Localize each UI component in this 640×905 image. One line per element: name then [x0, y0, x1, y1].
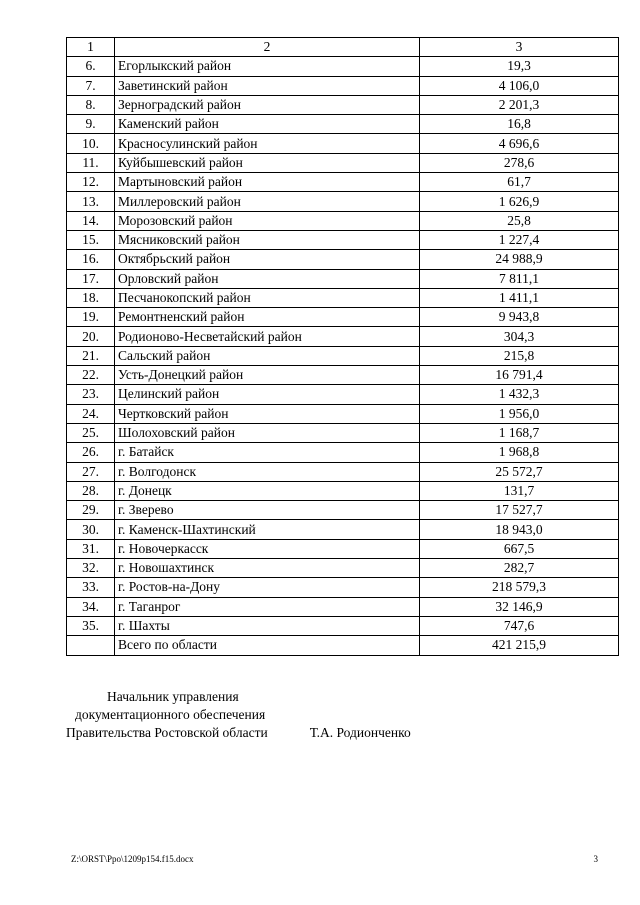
row-number: 29. — [67, 501, 115, 520]
table-row — [67, 173, 619, 192]
row-district: Родионово-Несветайский район — [115, 327, 420, 346]
row-value: 1 411,1 — [420, 288, 619, 307]
signature-position-line2: документационного обеспечения — [75, 707, 266, 722]
row-district: г. Таганрог — [115, 597, 420, 616]
row-number: 22. — [67, 366, 115, 385]
table-row — [67, 443, 619, 462]
table-row — [67, 423, 619, 442]
row-district: г. Зверево — [115, 501, 420, 520]
row-value: 1 626,9 — [420, 192, 619, 211]
row-district: Куйбышевский район — [115, 153, 420, 172]
table-row — [67, 346, 619, 365]
table-row — [67, 250, 619, 269]
row-district: Егорлыкский район — [115, 57, 420, 76]
header-col-3: 3 — [420, 38, 619, 57]
row-value: 25 572,7 — [420, 462, 619, 481]
table-row — [67, 501, 619, 520]
row-number: 31. — [67, 539, 115, 558]
table-row — [67, 211, 619, 230]
row-value: 18 943,0 — [420, 520, 619, 539]
total-row — [67, 636, 619, 655]
table-row — [67, 230, 619, 249]
total-empty-cell — [67, 636, 115, 655]
row-number: 17. — [67, 269, 115, 288]
signature-position-line3-row — [66, 724, 411, 742]
row-number: 10. — [67, 134, 115, 153]
table-row — [67, 385, 619, 404]
table-row — [67, 115, 619, 134]
table-row — [67, 192, 619, 211]
row-district: г. Донецк — [115, 481, 420, 500]
row-district: Мартыновский район — [115, 173, 420, 192]
row-value: 667,5 — [420, 539, 619, 558]
row-number: 20. — [67, 327, 115, 346]
row-number: 25. — [67, 423, 115, 442]
header-col-2: 2 — [115, 38, 420, 57]
table-row — [67, 616, 619, 635]
row-number: 15. — [67, 230, 115, 249]
table-row — [67, 520, 619, 539]
table-row — [67, 76, 619, 95]
row-number: 24. — [67, 404, 115, 423]
row-value: 1 227,4 — [420, 230, 619, 249]
row-value: 1 432,3 — [420, 385, 619, 404]
row-value: 278,6 — [420, 153, 619, 172]
table-row — [67, 462, 619, 481]
row-district: Миллеровский район — [115, 192, 420, 211]
row-number: 23. — [67, 385, 115, 404]
row-value: 215,8 — [420, 346, 619, 365]
row-number: 30. — [67, 520, 115, 539]
signature-block — [66, 688, 411, 742]
row-number: 11. — [67, 153, 115, 172]
row-district: Красносулинский район — [115, 134, 420, 153]
row-number: 16. — [67, 250, 115, 269]
row-district: Морозовский район — [115, 211, 420, 230]
signatory-name: Т.А. Родионченко — [309, 725, 411, 740]
row-district: Орловский район — [115, 269, 420, 288]
row-number: 6. — [67, 57, 115, 76]
row-district: Заветинский район — [115, 76, 420, 95]
row-district: г. Новошахтинск — [115, 559, 420, 578]
table-row — [67, 134, 619, 153]
table-header-row — [67, 38, 619, 57]
row-value: 1 956,0 — [420, 404, 619, 423]
row-value: 16,8 — [420, 115, 619, 134]
row-number: 26. — [67, 443, 115, 462]
row-value: 24 988,9 — [420, 250, 619, 269]
row-number: 13. — [67, 192, 115, 211]
table-row — [67, 404, 619, 423]
row-district: г. Волгодонск — [115, 462, 420, 481]
table-row — [67, 269, 619, 288]
row-value: 1 968,8 — [420, 443, 619, 462]
row-district: г. Батайск — [115, 443, 420, 462]
row-number: 33. — [67, 578, 115, 597]
row-value: 32 146,9 — [420, 597, 619, 616]
total-value: 421 215,9 — [420, 636, 619, 655]
table-row — [67, 366, 619, 385]
row-value: 61,7 — [420, 173, 619, 192]
row-value: 282,7 — [420, 559, 619, 578]
table-row — [67, 578, 619, 597]
row-value: 747,6 — [420, 616, 619, 635]
row-number: 28. — [67, 481, 115, 500]
row-district: Целинский район — [115, 385, 420, 404]
total-label: Всего по области — [115, 636, 420, 655]
row-value: 7 811,1 — [420, 269, 619, 288]
table-row — [67, 57, 619, 76]
row-number: 7. — [67, 76, 115, 95]
row-number: 34. — [67, 597, 115, 616]
row-district: г. Ростов-на-Дону — [115, 578, 420, 597]
row-number: 9. — [67, 115, 115, 134]
row-district: Песчанокопский район — [115, 288, 420, 307]
row-number: 8. — [67, 95, 115, 114]
table-row — [67, 153, 619, 172]
row-value: 1 168,7 — [420, 423, 619, 442]
row-district: Усть-Донецкий район — [115, 366, 420, 385]
row-district: г. Каменск-Шахтинский — [115, 520, 420, 539]
row-value: 2 201,3 — [420, 95, 619, 114]
row-number: 18. — [67, 288, 115, 307]
row-value: 131,7 — [420, 481, 619, 500]
row-district: Шолоховский район — [115, 423, 420, 442]
row-district: Октябрьский район — [115, 250, 420, 269]
table-row — [67, 559, 619, 578]
table-row — [67, 327, 619, 346]
table-row — [67, 597, 619, 616]
signature-position-line3: Правительства Ростовской области — [66, 725, 268, 740]
row-district: Сальский район — [115, 346, 420, 365]
row-district: Чертковский район — [115, 404, 420, 423]
row-value: 17 527,7 — [420, 501, 619, 520]
page-footer — [71, 854, 598, 864]
row-value: 4 696,6 — [420, 134, 619, 153]
table-row — [67, 539, 619, 558]
row-district: г. Шахты — [115, 616, 420, 635]
row-value: 304,3 — [420, 327, 619, 346]
row-number: 12. — [67, 173, 115, 192]
file-path: Z:\ORST\Ppo\1209p154.f15.docx — [71, 854, 194, 864]
table-row — [67, 308, 619, 327]
header-col-1: 1 — [67, 38, 115, 57]
table-row — [67, 481, 619, 500]
table-row — [67, 288, 619, 307]
data-table — [66, 37, 619, 656]
row-value: 218 579,3 — [420, 578, 619, 597]
row-number: 14. — [67, 211, 115, 230]
row-number: 35. — [67, 616, 115, 635]
row-number: 21. — [67, 346, 115, 365]
page-number: 3 — [593, 854, 598, 864]
table-body — [67, 38, 619, 636]
row-value: 4 106,0 — [420, 76, 619, 95]
row-number: 27. — [67, 462, 115, 481]
row-value: 19,3 — [420, 57, 619, 76]
row-value: 16 791,4 — [420, 366, 619, 385]
row-district: Зерноградский район — [115, 95, 420, 114]
row-district: Мясниковский район — [115, 230, 420, 249]
row-number: 19. — [67, 308, 115, 327]
row-district: Каменский район — [115, 115, 420, 134]
row-value: 25,8 — [420, 211, 619, 230]
row-district: Ремонтненский район — [115, 308, 420, 327]
row-district: г. Новочеркасск — [115, 539, 420, 558]
table-row — [67, 95, 619, 114]
row-value: 9 943,8 — [420, 308, 619, 327]
row-number: 32. — [67, 559, 115, 578]
signature-position-line1: Начальник управления — [107, 689, 239, 704]
